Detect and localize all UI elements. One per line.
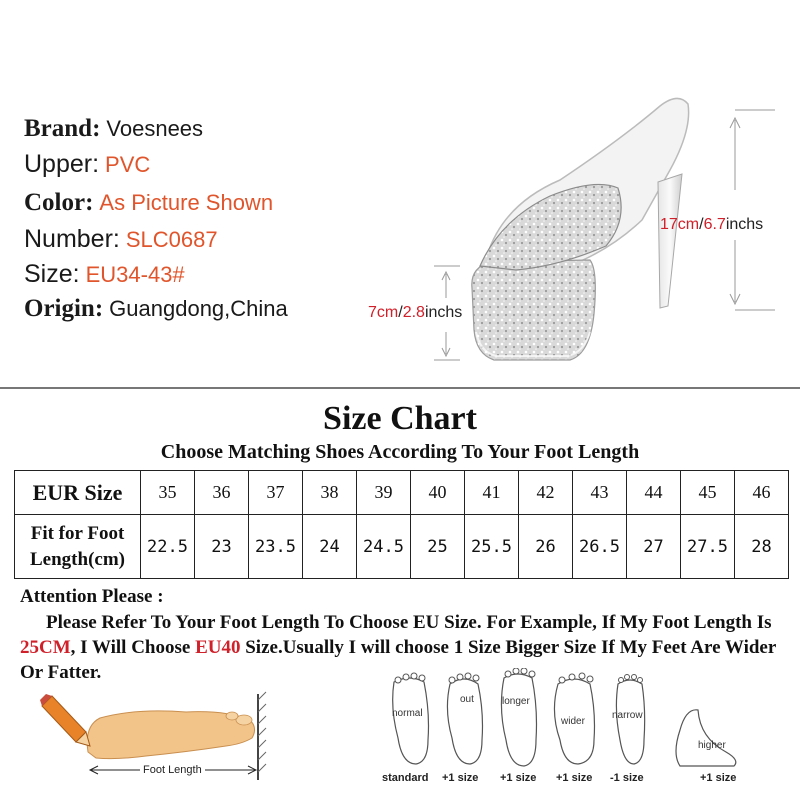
attention-highlight-length: 25CM [20, 637, 71, 658]
platform-unit: inchs [424, 304, 463, 321]
eur-size-cell: 36 [195, 471, 249, 515]
foot-types-illustration [380, 668, 790, 772]
platform-in: 2.8 [402, 304, 425, 321]
platform-cm: 7cm [368, 304, 399, 321]
foot-types-diagram [380, 668, 790, 798]
row-header-line: Length(cm) [30, 548, 125, 570]
foot-length-cell: 25.5 [465, 515, 519, 579]
heel-height-sep: / [699, 216, 704, 233]
spec-label: Size: [24, 260, 80, 288]
foot-length-cell: 22.5 [141, 515, 195, 579]
foot-type-name: wider [561, 716, 585, 727]
spec-label: Brand: [24, 115, 101, 142]
row-header-line: Fit for Foot [30, 522, 125, 544]
foot-type-name: out [460, 694, 474, 705]
spec-upper [24, 152, 150, 177]
spec-number [24, 227, 218, 252]
eur-size-cell: 41 [465, 471, 519, 515]
attention-highlight-size: EU40 [195, 637, 241, 658]
spec-value: SLC0687 [125, 227, 218, 252]
foot-length-cell: 23 [195, 515, 249, 579]
eur-size-cell: 37 [249, 471, 303, 515]
spec-value: EU34-43# [85, 262, 185, 287]
foot-length-cell: 24.5 [357, 515, 411, 579]
foot-length-label: Foot Length [140, 764, 205, 776]
spec-brand [24, 116, 203, 141]
size-chart-table [14, 470, 789, 579]
table-row-foot-length [15, 515, 789, 579]
foot-type-advice: +1 size [556, 772, 593, 784]
foot-length-cell: 23.5 [249, 515, 303, 579]
heel-height-in: 6.7 [703, 216, 726, 233]
spec-label: Upper: [24, 150, 100, 178]
foot-type-advice: +1 size [442, 772, 479, 784]
attention-text-part: , I Will Choose [70, 637, 196, 658]
eur-size-cell: 44 [627, 471, 681, 515]
foot-length-cell: 26.5 [573, 515, 627, 579]
section-divider [0, 387, 800, 389]
attention-title: Attention Please : [20, 586, 164, 607]
platform-sep: / [398, 304, 403, 321]
foot-length-diagram [36, 690, 276, 790]
heel-height-label [660, 216, 763, 234]
foot-type-advice: standard [382, 772, 429, 784]
foot-type-name: higher [698, 740, 726, 751]
foot-length-cell: 27.5 [681, 515, 735, 579]
row-header-eur: EUR Size [15, 471, 141, 515]
heel-height-unit: inchs [725, 216, 764, 233]
spec-label: Number: [24, 225, 120, 253]
foot-length-cell: 26 [519, 515, 573, 579]
spec-size [24, 262, 185, 287]
foot-length-cell: 24 [303, 515, 357, 579]
table-row-eur [15, 471, 789, 515]
spec-origin [24, 296, 288, 321]
foot-length-cell: 28 [735, 515, 789, 579]
size-chart-subtitle: Choose Matching Shoes According To Your Foot Length [160, 441, 640, 463]
spec-value: As Picture Shown [99, 190, 274, 215]
foot-type-name: normal [392, 708, 423, 719]
foot-type-name: narrow [612, 710, 643, 721]
row-header-foot-length [15, 515, 141, 579]
spec-value: Voesnees [106, 116, 204, 141]
spec-color [24, 190, 273, 215]
eur-size-cell: 40 [411, 471, 465, 515]
eur-size-cell: 39 [357, 471, 411, 515]
foot-type-advice: +1 size [500, 772, 537, 784]
spec-label: Color: [24, 189, 94, 216]
foot-length-cell: 27 [627, 515, 681, 579]
size-chart-title: Size Chart [323, 400, 477, 437]
shoe-image [368, 70, 780, 380]
eur-size-cell: 42 [519, 471, 573, 515]
foot-type-name: longer [502, 696, 530, 707]
attention-text-part: Size.Usually I will choose 1 Size Bigger Size If My Feet Are Wider Or Fatter. [20, 637, 776, 683]
foot-length-cell: 25 [411, 515, 465, 579]
foot-type-advice: -1 size [610, 772, 644, 784]
spec-value: Guangdong,China [109, 296, 288, 321]
attention-text-part: Please Refer To Your Foot Length To Choose EU Size. For Example, If My Foot Length Is [46, 612, 772, 633]
spec-value: PVC [105, 152, 151, 177]
eur-size-cell: 38 [303, 471, 357, 515]
platform-height-label [368, 304, 462, 322]
foot-type-advice: +1 size [700, 772, 737, 784]
eur-size-cell: 45 [681, 471, 735, 515]
heel-height-cm: 17cm [660, 216, 700, 233]
eur-size-cell: 46 [735, 471, 789, 515]
eur-size-cell: 35 [141, 471, 195, 515]
spec-label: Origin: [24, 295, 104, 322]
eur-size-cell: 43 [573, 471, 627, 515]
